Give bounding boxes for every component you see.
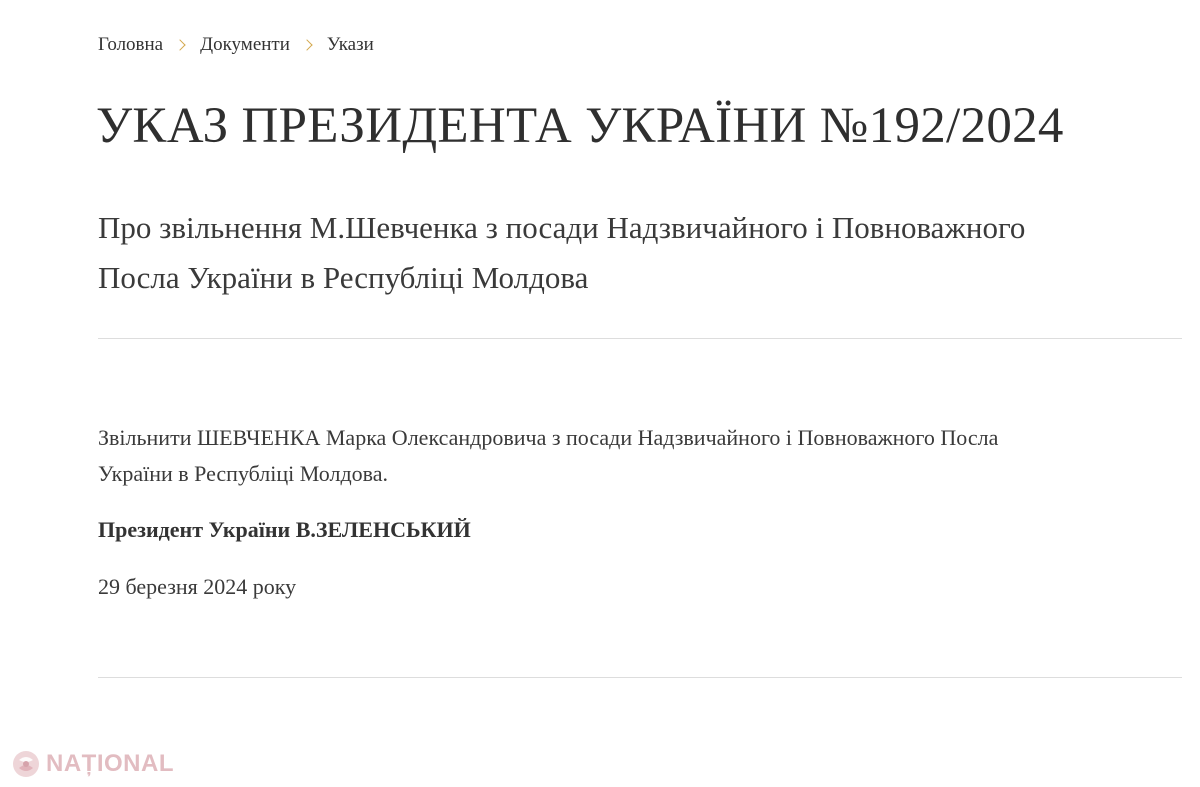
page-title: УКАЗ ПРЕЗИДЕНТА УКРАЇНИ №192/2024 (96, 98, 1064, 154)
national-logo-icon (10, 748, 42, 780)
document-signature: Президент України В.ЗЕЛЕНСЬКИЙ (98, 517, 471, 542)
watermark (10, 748, 174, 780)
breadcrumb-item-home[interactable]: Головна (98, 34, 164, 55)
watermark-text: NAȚIONAL (46, 750, 174, 777)
divider (98, 338, 1182, 339)
breadcrumb-item-decrees[interactable]: Укази (326, 34, 374, 55)
breadcrumb-item-documents[interactable]: Документи (200, 34, 290, 55)
document-date: 29 березня 2024 року (98, 574, 297, 599)
divider (98, 677, 1182, 678)
chevron-right-icon (301, 39, 312, 50)
document-subtitle: Про звільнення М.Шевченка з посади Надзвичайного і Повноважного Посла України в Республіці Молдова (98, 210, 1026, 295)
breadcrumb (98, 34, 374, 56)
chevron-right-icon (174, 39, 185, 50)
document-body: Звільнити ШЕВЧЕНКА Марка Олександровича з посади Надзвичайного і Повноважного Посла України в Республіці Молдова. (98, 425, 999, 486)
